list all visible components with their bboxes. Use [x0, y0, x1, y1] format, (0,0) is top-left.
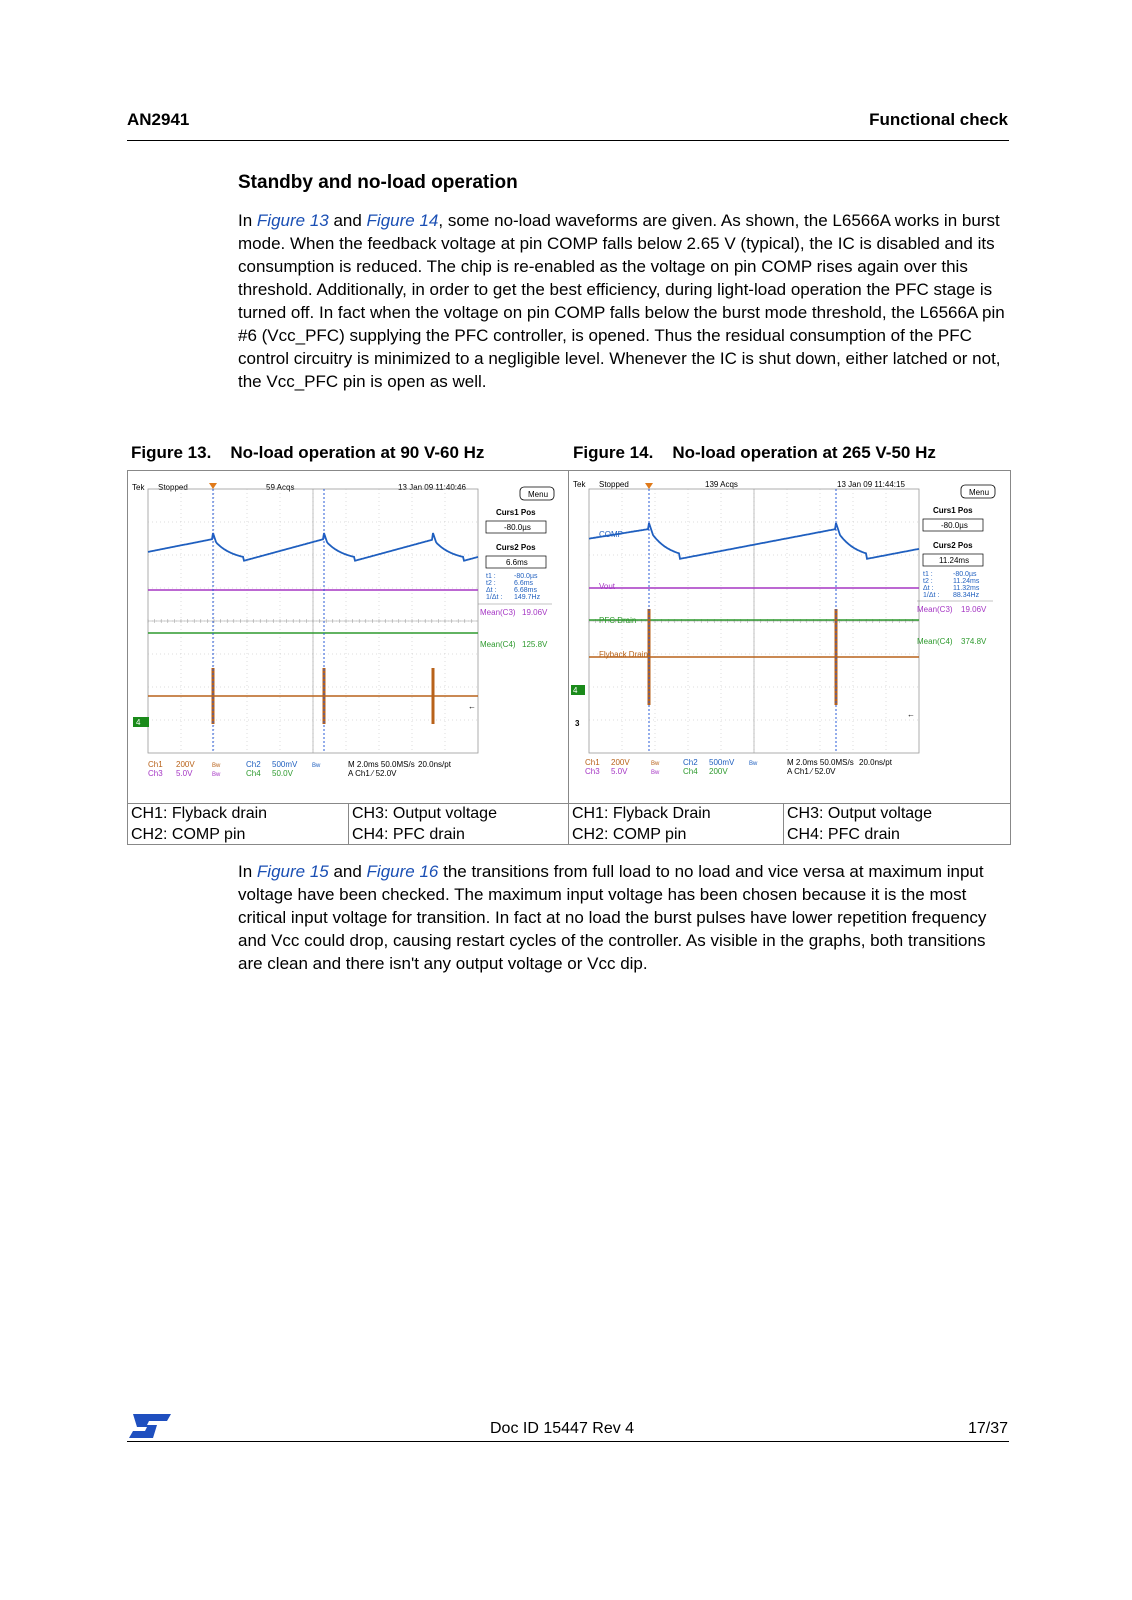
ch1-label: Ch1 [148, 760, 163, 769]
scope-brand: Tek [573, 480, 586, 489]
mean-c4-label: Mean(C4) [917, 637, 953, 646]
legend-top-rule [128, 803, 1010, 804]
fig13-legend-ch3: CH3: Output voltage [352, 805, 497, 822]
trigger-setting: A Ch1 ⁄ 52.0V [787, 767, 836, 776]
ch1-scale: 200V [176, 760, 195, 769]
scope-brand: Tek [132, 483, 145, 492]
legend-divider-left [348, 803, 349, 844]
ch4-marker-label: 4 [136, 718, 141, 727]
readout-value: 11.32ms [953, 585, 980, 592]
page-number: 17/37 [967, 1420, 1008, 1437]
figure-14-number: Figure 14. [573, 443, 654, 462]
ch1-label: Ch1 [585, 758, 600, 767]
fig14-legend-ch1: CH1: Flyback Drain [572, 805, 711, 822]
ch4-marker-label: 4 [573, 686, 578, 695]
readout-key: 1/Δt : [486, 594, 503, 601]
curs1-value: -80.0µs [504, 523, 531, 532]
pfc-drain-trace-label: PFC Drain [599, 616, 637, 625]
mean-c4-label: Mean(C4) [480, 640, 516, 649]
ch4-scale: 200V [709, 767, 728, 776]
figure-13-caption [131, 443, 484, 463]
st-logo-icon [127, 1412, 173, 1440]
readout-value: 88.34Hz [953, 592, 980, 599]
mean-c3-label: Mean(C3) [480, 608, 516, 617]
burst-pulse [212, 668, 215, 724]
readout-value: 11.24ms [953, 578, 980, 585]
fig13-legend-ch2: CH2: COMP pin [131, 826, 246, 843]
footer-rule [127, 1441, 1009, 1442]
readout-value: -80.0µs [953, 571, 977, 578]
timebase: M 2.0ms 50.0MS/s [787, 758, 854, 767]
mean-c4-value: 374.8V [961, 637, 987, 646]
ch3-scale: 5.0V [176, 769, 193, 778]
figure-14-title: No-load operation at 265 V-50 Hz [672, 443, 936, 462]
ch3-bw: Bw [651, 770, 660, 776]
ch2-label: Ch2 [683, 758, 698, 767]
section-header: Functional check [869, 110, 1008, 129]
para1-text-post: , some no-load waveforms are given. As shown, the L6566A works in burst mode. When the feedback voltage at pin COMP falls below 2.65 V (typical), the IC is disabled and its consumption is reduced. The chip is re-enabled as the voltage on pin COMP rises again over this threshold. Additionally, in order to get the best efficiency, during light-load operation the PFC stage is turned off. In fact when the voltage on pin COMP falls below the burst mode threshold, the L6566A pin #6 (Vcc_PFC) supplying the PFC controller, is opened. Thus the residual consumption of the PFC control circuitry is minimized to a negligible level. Whenever the IC is shut down, either latched or not, the Vcc_PFC pin is open as well. [238, 211, 1005, 391]
header-rule [127, 140, 1009, 141]
readout-key: t2 : [486, 580, 496, 587]
ch2-scale: 500mV [709, 758, 735, 767]
ch3-marker-label: 3 [575, 719, 580, 728]
figure-divider [568, 471, 569, 844]
figure-13-title: No-load operation at 90 V-60 Hz [230, 443, 485, 462]
ch2-label: Ch2 [246, 760, 261, 769]
scope-acqs: 139 Acqs [705, 480, 738, 489]
curs2-label: Curs2 Pos [496, 543, 536, 552]
figure-14-caption [573, 443, 936, 463]
readout-key: t1 : [486, 573, 496, 580]
fig14-legend-ch2: CH2: COMP pin [572, 826, 687, 843]
curs2-label: Curs2 Pos [933, 541, 973, 550]
scope-state: Stopped [599, 480, 629, 489]
figure-table [127, 470, 1011, 845]
para1-text-pre: In [238, 211, 257, 230]
fig14-legend-ch3: CH3: Output voltage [787, 805, 932, 822]
mean-c4-value: 125.8V [522, 640, 548, 649]
vout-trace-label: Vout [599, 582, 616, 591]
doc-id: Doc ID 15447 Rev 4 [490, 1420, 635, 1437]
scope-menu-label: Menu [969, 488, 990, 497]
para2-text-post: the transitions from full load to no load and vice versa at maximum input voltage have been checked. The maximum input voltage has been chosen because it is the most critical input voltage for transition. In fact at no load the burst pulses have lower repetition frequency and Vcc could drop, causing restart cycles of the controller. As visible in the graphs, both transitions are clean and there isn't any output voltage or Vcc dip. [238, 862, 987, 973]
trigger-arrow-icon: ← [468, 702, 476, 711]
ch3-scale: 5.0V [611, 767, 628, 776]
para1-text-mid: and [328, 211, 367, 230]
ch2-scale: 500mV [272, 760, 298, 769]
cursor-readouts [486, 573, 541, 601]
mean-c3-value: 19.06V [961, 605, 987, 614]
scope-state: Stopped [158, 483, 188, 492]
flyback-drain-trace-label: Flyback Drain [599, 650, 648, 659]
trigger-arrow-icon: ← [907, 710, 915, 719]
burst-pulse [323, 668, 326, 724]
ch4-scale: 50.0V [272, 769, 293, 778]
timebase: M 2.0ms 50.0MS/s [348, 760, 415, 769]
ch1-scale: 200V [611, 758, 630, 767]
ch4-label: Ch4 [683, 767, 698, 776]
figure-13-number: Figure 13. [131, 443, 212, 462]
legend-divider-right [783, 803, 784, 844]
curs2-value: 11.24ms [939, 556, 970, 565]
readout-key: Δt : [486, 587, 497, 594]
figure-15-link[interactable]: Figure 15 [256, 862, 329, 881]
para2-text-pre: In [238, 862, 257, 881]
ch1-bw: Bw [651, 761, 660, 767]
mean-c3-value: 19.06V [522, 608, 548, 617]
scope-menu-label: Menu [528, 490, 549, 499]
scope-datetime: 13 Jan 09 11:44:15 [837, 480, 905, 489]
curs2-value: 6.6ms [506, 558, 528, 567]
ch3-label: Ch3 [148, 769, 163, 778]
ch2-bw: Bw [749, 761, 758, 767]
readout-value: 149.7Hz [514, 594, 541, 601]
curs1-label: Curs1 Pos [496, 508, 536, 517]
figure-16-link[interactable]: Figure 16 [366, 862, 439, 881]
readout-key: 1/Δt : [923, 592, 940, 599]
figure-14-link[interactable]: Figure 14 [366, 211, 439, 230]
resolution: 20.0ns/pt [859, 758, 892, 767]
burst-pulse [432, 668, 435, 724]
readout-key: t1 : [923, 571, 933, 578]
st-logo-text: ST [127, 1412, 129, 1413]
ch2-bw: Bw [312, 763, 321, 769]
readout-value: 6.68ms [514, 587, 537, 594]
curs1-value: -80.0µs [941, 521, 968, 530]
readout-key: t2 : [923, 578, 933, 585]
fig13-legend-ch1: CH1: Flyback drain [131, 805, 268, 822]
comp-trace-label: COMP [599, 530, 623, 539]
para2-text-mid: and [328, 862, 367, 881]
scope-datetime: 13 Jan 09 11:40:46 [398, 483, 466, 492]
ch3-bw: Bw [212, 772, 221, 778]
ch4-label: Ch4 [246, 769, 261, 778]
paragraph-2 [238, 860, 1008, 975]
curs1-label: Curs1 Pos [933, 506, 973, 515]
readout-key: Δt : [923, 585, 934, 592]
paragraph-1 [238, 209, 1008, 393]
scope-screenshot-fig13 [128, 471, 568, 803]
mean-c3-label: Mean(C3) [917, 605, 953, 614]
doc-code: AN2941 [127, 110, 190, 129]
resolution: 20.0ns/pt [418, 760, 451, 769]
readout-value: -80.0µs [514, 573, 538, 580]
section-title: Standby and no-load operation [238, 172, 518, 193]
scope-screenshot-fig14 [569, 471, 1009, 803]
ch1-bw: Bw [212, 763, 221, 769]
figure-13-link[interactable]: Figure 13 [256, 211, 329, 230]
trigger-setting: A Ch1 ⁄ 52.0V [348, 769, 397, 778]
ch3-label: Ch3 [585, 767, 600, 776]
fig14-legend-ch4: CH4: PFC drain [787, 826, 900, 843]
fig13-legend-ch4: CH4: PFC drain [352, 826, 465, 843]
readout-value: 6.6ms [514, 580, 534, 587]
scope-acqs: 59 Acqs [266, 483, 295, 492]
